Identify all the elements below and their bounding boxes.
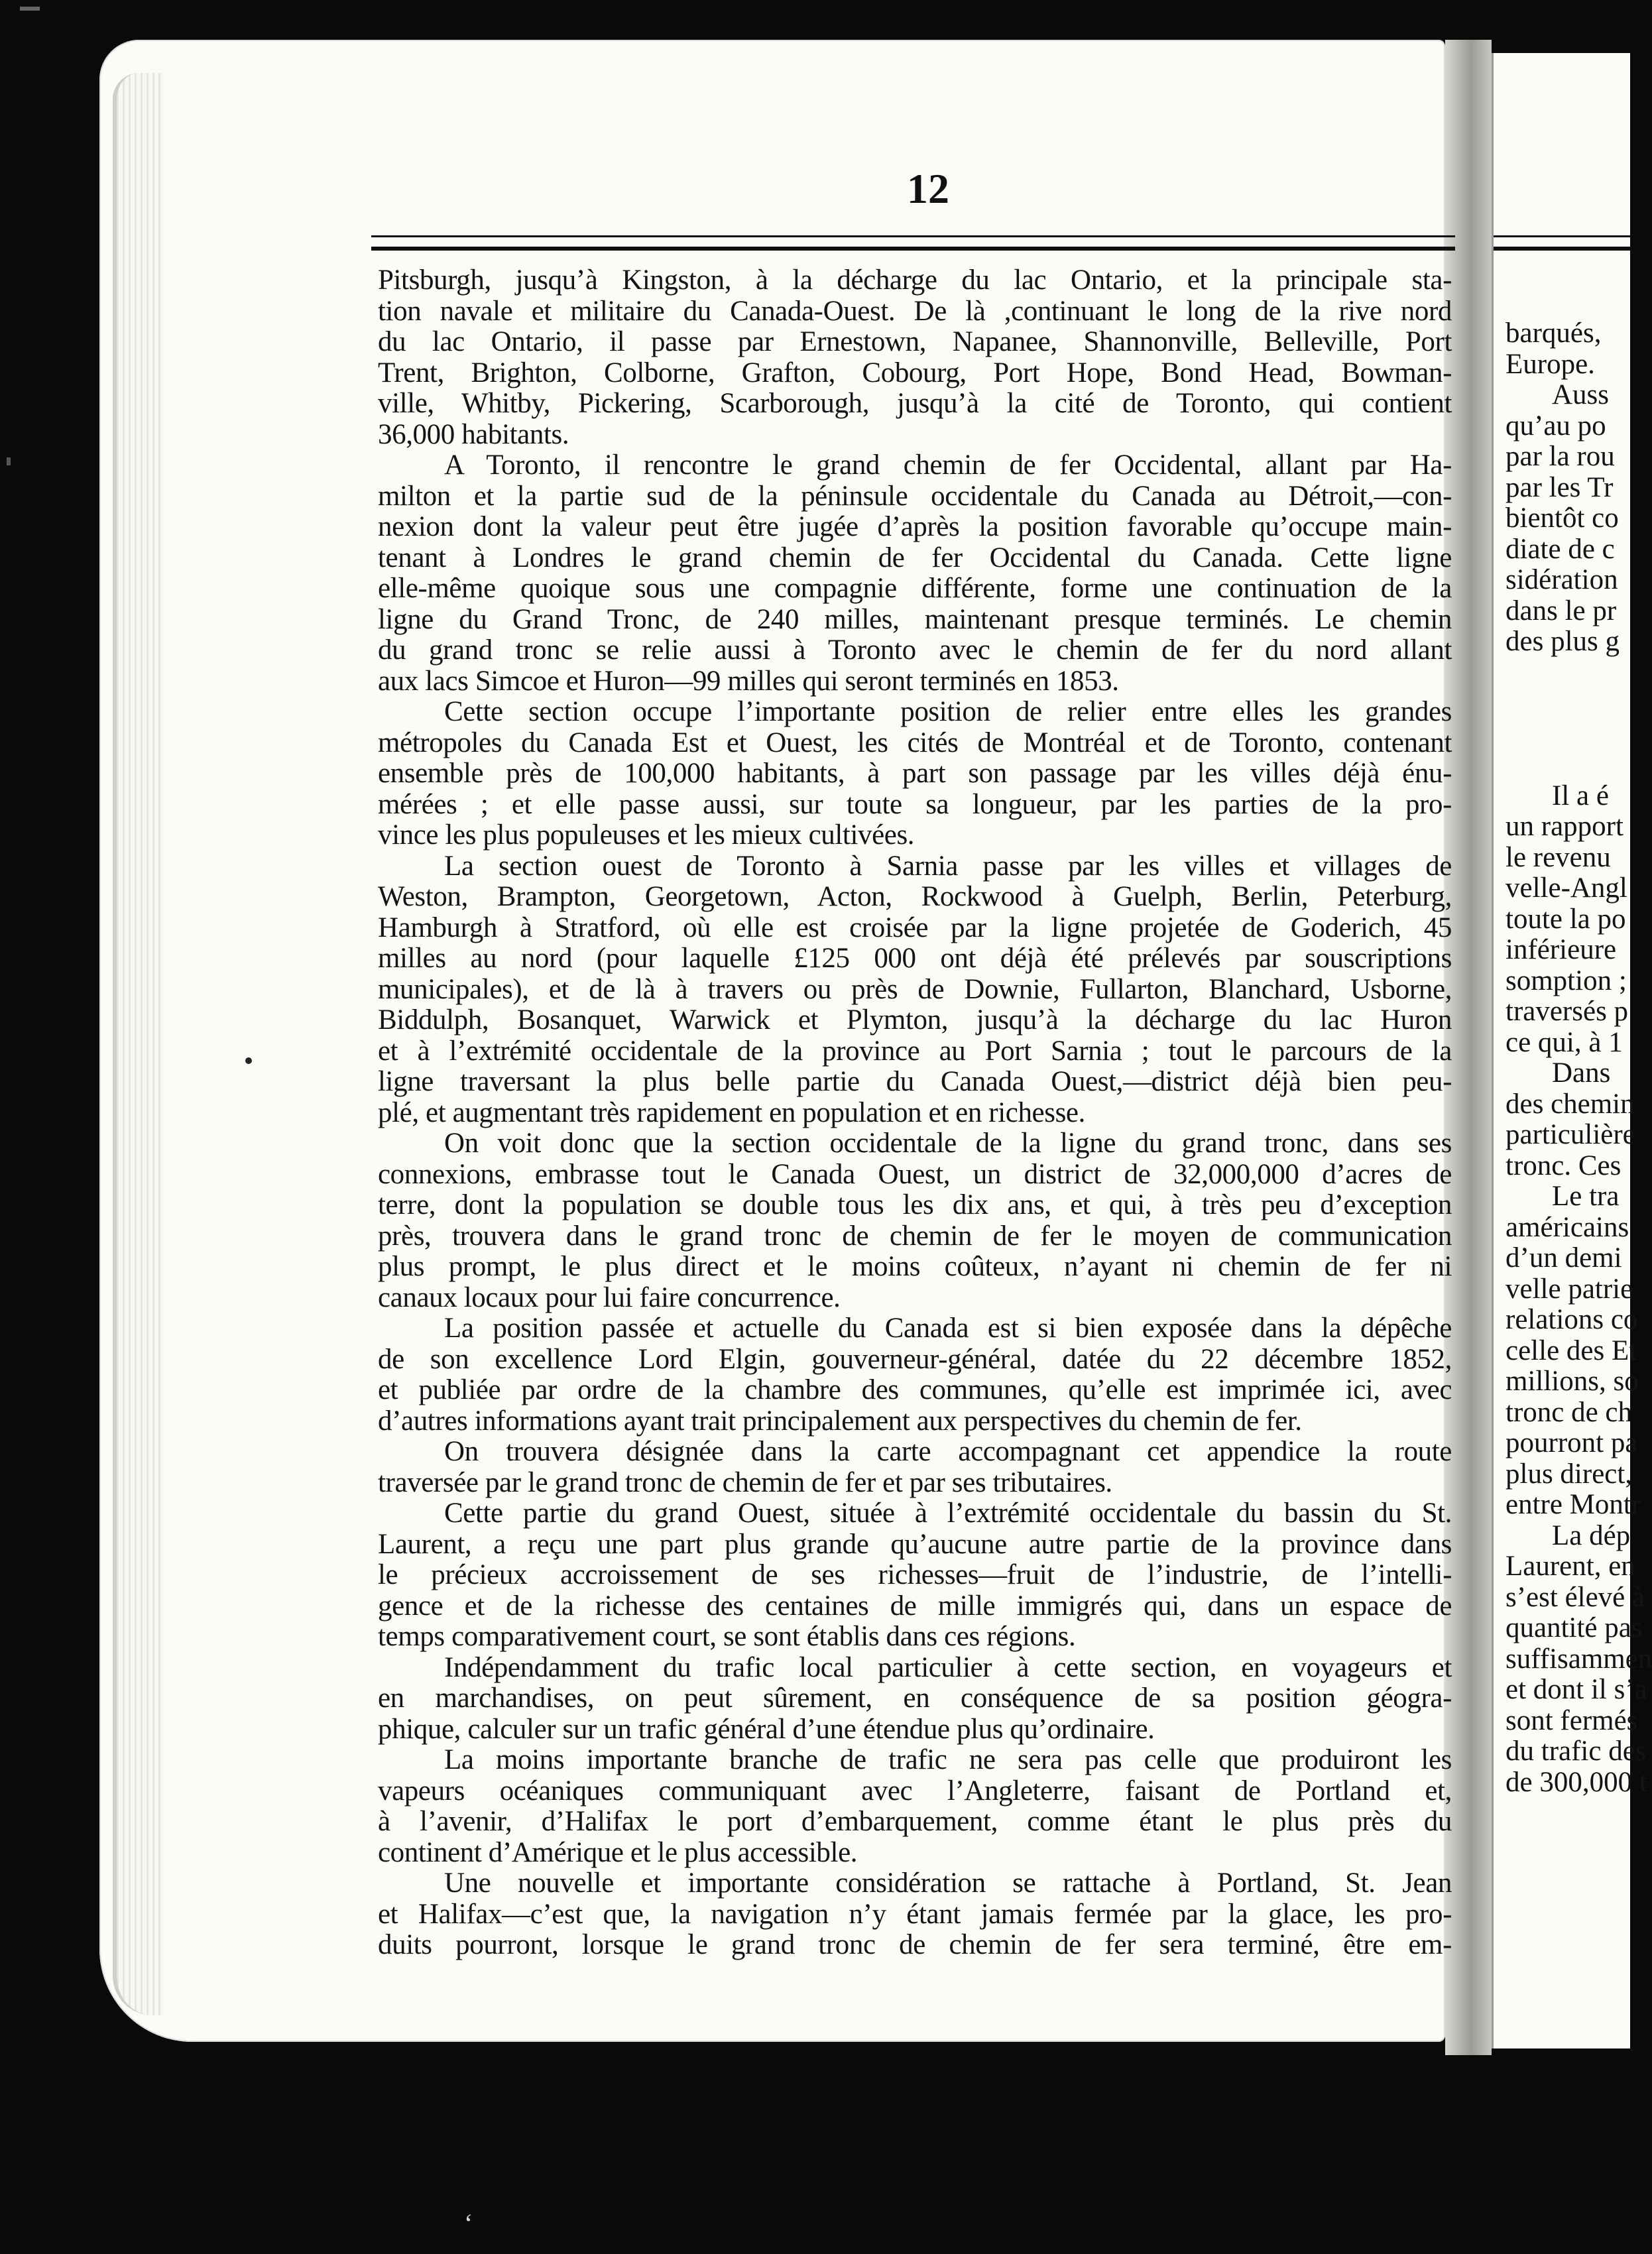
text-line-fragment: barqués, bbox=[1505, 318, 1602, 349]
text-line: vince les plus populeuses et les mieux cultivées. bbox=[378, 819, 915, 851]
text-line: 36,000 habitants. bbox=[378, 418, 569, 450]
text-line-fragment bbox=[1505, 750, 1645, 781]
text-line-fragment: dans le pr bbox=[1505, 595, 1617, 626]
text-line: nexion dont la valeur peut être jugée d’après la position favorable qu’occupe main- bbox=[378, 511, 1452, 542]
scan-mark bbox=[20, 7, 40, 11]
header-rule bbox=[371, 235, 1455, 251]
text-line: près, trouvera dans le grand tronc de chemin de fer le moyen de communication bbox=[378, 1220, 1452, 1252]
text-line: ville, Whitby, Pickering, Scarborough, jusqu’à la cité de Toronto, qui contient bbox=[378, 388, 1452, 419]
text-line-fragment: Laurent, en bbox=[1505, 1551, 1635, 1582]
text-line: tenant à Londres le grand chemin de fer Occidental du Canada. Cette ligne bbox=[378, 542, 1452, 573]
text-line: connexions, embrasse tout le Canada Ouest, un district de 32,000,000 d’acres de bbox=[378, 1158, 1452, 1190]
text-line-fragment: pourront pa bbox=[1505, 1427, 1638, 1458]
text-line-fragment: ce qui, à 1 bbox=[1505, 1026, 1623, 1058]
text-line: Biddulph, Bosanquet, Warwick et Plymton, jusqu’à la décharge du lac Huron bbox=[378, 1004, 1452, 1036]
text-line-fragment: traversés p bbox=[1505, 996, 1629, 1027]
text-line-fragment: s’est élevé à bbox=[1505, 1581, 1645, 1613]
text-line-fragment: entre Montr bbox=[1505, 1489, 1641, 1520]
text-line: le précieux accroissement de ses richesses—fruit de l’industrie, de l’intelli- bbox=[378, 1559, 1452, 1590]
text-line-fragment: Europe. bbox=[1505, 348, 1595, 380]
text-line-fragment: velle-Angl bbox=[1505, 872, 1627, 904]
text-line: temps comparativement court, se sont établis dans ces régions. bbox=[378, 1621, 1076, 1652]
text-line-fragment: qu’au po bbox=[1505, 410, 1606, 442]
text-line-fragment: La dép bbox=[1552, 1519, 1631, 1551]
text-line-fragment: toute la po bbox=[1505, 903, 1626, 935]
text-line-fragment: tronc. Ces bbox=[1505, 1150, 1622, 1181]
text-line-fragment: tronc de ch bbox=[1505, 1396, 1633, 1428]
text-line: terre, dont la population se double tous les dix ans, et qui, à très peu d’exception bbox=[378, 1189, 1452, 1220]
text-line-fragment: du trafic des bbox=[1505, 1736, 1647, 1767]
text-line: elle-même quoique sous une compagnie différente, forme une continuation de la bbox=[378, 573, 1452, 604]
text-line: Cette section occupe l’importante position de relier entre elles les grandes bbox=[444, 696, 1452, 727]
text-line: La section ouest de Toronto à Sarnia passe par les villes et villages de bbox=[444, 850, 1452, 882]
text-line: Hamburgh à Stratford, où elle est croisée par la ligne projetée de Goderich, 45 bbox=[378, 912, 1452, 943]
text-line: Cette partie du grand Ouest, située à l’extrémité occidentale du bassin du St. bbox=[444, 1498, 1452, 1529]
text-line-fragment bbox=[1505, 719, 1645, 750]
text-line: milles au nord (pour laquelle £125 000 ont déjà été prélevés par souscriptions bbox=[378, 943, 1452, 974]
text-line: et à l’extrémité occidentale de la province au Port Sarnia ; tout le parcours de la bbox=[378, 1035, 1452, 1067]
text-line-fragment: relations co bbox=[1505, 1304, 1638, 1335]
text-line: ligne du Grand Tronc, de 240 milles, maintenant presque terminés. Le chemin bbox=[378, 603, 1452, 635]
body-text bbox=[378, 265, 1452, 1961]
text-line: La moins importante branche de trafic ne sera pas celle que produiront les bbox=[444, 1744, 1452, 1775]
text-line: d’autres informations ayant trait principalement aux perspectives du chemin de fer. bbox=[378, 1405, 1302, 1437]
text-line: On trouvera désignée dans la carte accompagnant cet appendice la route bbox=[444, 1436, 1452, 1467]
margin-mark bbox=[245, 1057, 252, 1064]
text-line: et publiée par ordre de la chambre des communes, qu’elle est imprimée ici, avec bbox=[378, 1374, 1452, 1405]
text-line-fragment: particulière bbox=[1505, 1119, 1635, 1150]
scan-mark bbox=[7, 457, 11, 465]
text-line: ensemble près de 100,000 habitants, à part son passage par les villes déjà énu- bbox=[378, 758, 1452, 789]
text-line-fragment: Dans bbox=[1552, 1057, 1611, 1089]
text-line: Indépendamment du trafic local particulier à cette section, en voyageurs et bbox=[444, 1651, 1452, 1683]
text-line: du grand tronc se relie aussi à Toronto avec le chemin de fer du nord allant bbox=[378, 634, 1452, 666]
text-line-fragment: américains bbox=[1505, 1211, 1629, 1243]
text-line-fragment: sont fermés bbox=[1505, 1704, 1638, 1736]
right-page-text bbox=[1505, 318, 1652, 1798]
text-line-fragment bbox=[1505, 688, 1645, 719]
text-line-fragment: millions, so bbox=[1505, 1366, 1639, 1397]
text-line: en marchandises, on peut sûrement, en conséquence de sa position géogra- bbox=[378, 1683, 1452, 1714]
book-gutter bbox=[1445, 40, 1492, 2055]
text-line: Weston, Brampton, Georgetown, Acton, Rockwood à Guelph, Berlin, Peterburg, bbox=[378, 881, 1452, 912]
text-line: continent d’Amérique et le plus accessible. bbox=[378, 1836, 858, 1868]
text-line-fragment: sidération bbox=[1505, 564, 1618, 595]
text-line: Une nouvelle et importante considération se rattache à Portland, St. Jean bbox=[444, 1868, 1452, 1899]
text-line-fragment: diate de c bbox=[1505, 533, 1615, 565]
text-line-fragment: celle des Et bbox=[1505, 1335, 1637, 1366]
text-line-fragment: velle patrie bbox=[1505, 1273, 1633, 1305]
text-line-fragment: quantité pas bbox=[1505, 1612, 1643, 1643]
text-line: milton et la partie sud de la péninsule occidentale du Canada au Détroit,—con- bbox=[378, 480, 1452, 512]
text-line: plé, et augmentant très rapidement en population et en richesse. bbox=[378, 1097, 1085, 1128]
text-line: mérées ; et elle passe aussi, sur toute sa longueur, par les parties de la pro- bbox=[378, 788, 1452, 820]
text-line-fragment: somption ; bbox=[1505, 965, 1627, 996]
text-line: Pitsburgh, jusqu’à Kingston, à la décharge du lac Ontario, et la principale sta- bbox=[378, 265, 1452, 296]
right-page bbox=[1492, 53, 1652, 2048]
text-line: gence et de la richesse des centaines de mille immigrés qui, dans un espace de bbox=[378, 1590, 1452, 1622]
text-line: duits pourront, lorsque le grand tronc de chemin de fer sera terminé, être em- bbox=[378, 1929, 1452, 1960]
text-line-fragment: Le tra bbox=[1552, 1181, 1620, 1212]
text-line: On voit donc que la section occidentale de la ligne du grand tronc, dans ses bbox=[444, 1128, 1452, 1159]
text-line: A Toronto, il rencontre le grand chemin de fer Occidental, allant par Ha- bbox=[444, 449, 1452, 481]
text-line: canaux locaux pour lui faire concurrence. bbox=[378, 1281, 841, 1313]
text-line: municipales), et de là à travers ou près de Downie, Fullarton, Blanchard, Usborne, bbox=[378, 973, 1452, 1005]
header-rule-right bbox=[1494, 235, 1630, 251]
text-line: du lac Ontario, il passe par Ernestown, Napanee, Shannonville, Belleville, Port bbox=[378, 326, 1452, 357]
text-line-fragment: plus direct, bbox=[1505, 1458, 1633, 1490]
text-line: vapeurs océaniques communiquant avec l’Angleterre, faisant de Portland et, bbox=[378, 1775, 1452, 1807]
text-line-fragment: par les Tr bbox=[1505, 471, 1614, 503]
text-line-fragment: un rapport bbox=[1505, 811, 1623, 842]
text-line-fragment: bientôt co bbox=[1505, 503, 1619, 534]
scan-mark: ‘ bbox=[464, 2208, 473, 2238]
text-line: La position passée et actuelle du Canada est si bien exposée dans la dépêche bbox=[444, 1313, 1452, 1344]
text-line: métropoles du Canada Est et Ouest, les cités de Montréal et de Toronto, contenant bbox=[378, 727, 1452, 758]
text-line-fragment: des chemin bbox=[1505, 1088, 1635, 1120]
text-line: Laurent, a reçu une part plus grande qu’aucune autre partie de la province dans bbox=[378, 1528, 1452, 1560]
text-line: plus prompt, le plus direct et le moins coûteux, n’ayant ni chemin de fer ni bbox=[378, 1251, 1452, 1282]
text-line: phique, calculer sur un trafic général d’une étendue plus qu’ordinaire. bbox=[378, 1713, 1155, 1745]
page-edges bbox=[113, 73, 163, 2015]
text-line-fragment: Auss bbox=[1552, 379, 1610, 410]
text-line-fragment: le revenu bbox=[1505, 841, 1611, 873]
text-line-fragment: Il a é bbox=[1552, 780, 1609, 811]
text-line: traversée par le grand tronc de chemin de fer et par ses tributaires. bbox=[378, 1466, 1112, 1498]
text-line-fragment: de 300,000 t bbox=[1505, 1766, 1647, 1798]
text-line-fragment: par la rou bbox=[1505, 441, 1615, 472]
text-line-fragment: inférieure bbox=[1505, 934, 1617, 965]
text-line-fragment: suffisammen bbox=[1505, 1643, 1652, 1675]
text-line: à l’avenir, d’Halifax le port d’embarquement, comme étant le plus près du bbox=[378, 1806, 1452, 1837]
text-line-fragment bbox=[1505, 658, 1645, 689]
text-line: Trent, Brighton, Colborne, Grafton, Cobourg, Port Hope, Bond Head, Bowman- bbox=[378, 357, 1452, 388]
text-line: et Halifax—c’est que, la navigation n’y étant jamais fermée par la glace, les pro- bbox=[378, 1898, 1452, 1930]
page-number: 12 bbox=[907, 165, 949, 212]
text-line: ligne traversant la plus belle partie du Canada Ouest,—district déjà bien peu- bbox=[378, 1066, 1452, 1097]
text-line-fragment: d’un demi bbox=[1505, 1242, 1622, 1274]
text-line-fragment: des plus g bbox=[1505, 626, 1620, 657]
text-line: tion navale et militaire du Canada-Ouest. De là ,continuant le long de la rive nord bbox=[378, 295, 1452, 327]
text-line: de son excellence Lord Elgin, gouverneur-général, datée du 22 décembre 1852, bbox=[378, 1343, 1452, 1375]
text-line: aux lacs Simcoe et Huron—99 milles qui seront terminés en 1853. bbox=[378, 665, 1119, 697]
text-line-fragment: et dont il s’a bbox=[1505, 1674, 1647, 1705]
